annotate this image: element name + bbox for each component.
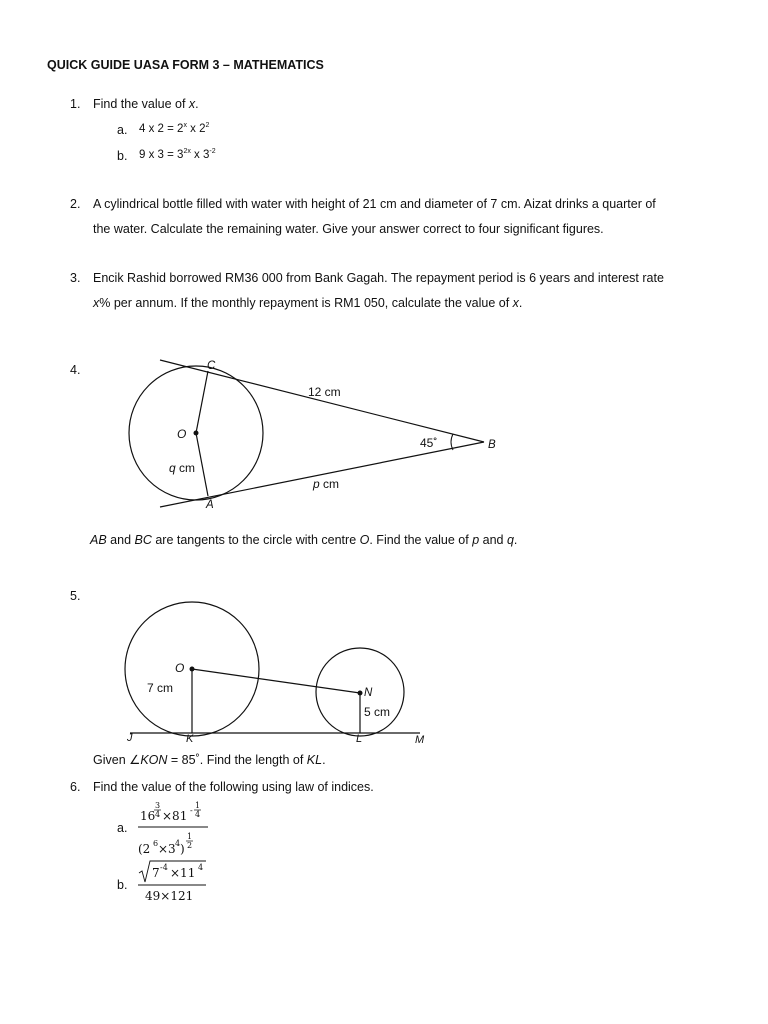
eq-1a-mid: x 2 bbox=[186, 123, 206, 135]
q6a-den-close: ) bbox=[180, 842, 185, 856]
q5-segment-on bbox=[192, 669, 360, 693]
q3-var-x: x bbox=[93, 296, 100, 310]
q6a-den-exp1: 6 bbox=[153, 839, 159, 848]
q4-angle-arc bbox=[451, 434, 453, 450]
q4-length-q bbox=[169, 461, 195, 475]
eq-1b-mid: x 3 bbox=[190, 149, 210, 161]
q5-label-o: O bbox=[175, 661, 185, 675]
q6a-num-exp1-n: 3 bbox=[155, 801, 161, 810]
q4-centre-dot bbox=[194, 431, 199, 436]
question-5-diagram bbox=[0, 595, 560, 755]
q5-cap-end: . bbox=[322, 753, 326, 767]
question-1a-label: a. bbox=[117, 123, 128, 137]
q6a-den-open: (2 bbox=[138, 842, 151, 856]
q5-centre-o-dot bbox=[190, 667, 195, 672]
q5-cap-mid: = 85˚. Find the length of bbox=[167, 753, 307, 767]
question-2-number: 2. bbox=[70, 197, 81, 211]
q6a-num-exp2-minus: - bbox=[190, 806, 193, 815]
q4-tangent-bc bbox=[160, 360, 484, 442]
q5-label-n: N bbox=[364, 687, 373, 699]
q5-cap-kl: KL bbox=[306, 753, 323, 767]
q6b-rad-base-7: 7 bbox=[152, 866, 160, 880]
q6b-rad-times-11: ×11 bbox=[170, 866, 196, 880]
eq-1a-exp2: 2 bbox=[205, 122, 210, 129]
q6a-num-exp2-n: 1 bbox=[195, 801, 201, 810]
q6a-num-base-1: 16 bbox=[140, 809, 156, 823]
question-6a-expression bbox=[130, 796, 230, 860]
q4-cap-q: q bbox=[506, 533, 514, 547]
q4-length-p bbox=[312, 477, 339, 491]
q4-label-b: B bbox=[488, 439, 496, 451]
page-title: QUICK GUIDE UASA FORM 3 – MATHEMATICS bbox=[47, 58, 324, 72]
q4-q-var: q bbox=[169, 461, 176, 475]
q4-radius-oc bbox=[196, 371, 208, 433]
question-1-number: 1. bbox=[70, 97, 81, 111]
q3-line-2-end: . bbox=[518, 296, 523, 310]
q5-centre-n-dot bbox=[358, 691, 363, 696]
question-1-suffix: . bbox=[195, 97, 199, 111]
q6a-num-exp1-d: 4 bbox=[155, 810, 161, 819]
q4-p-unit: cm bbox=[319, 477, 340, 491]
question-6-text: Find the value of the following using law of indices. bbox=[93, 780, 374, 794]
question-6a-label: a. bbox=[117, 821, 128, 835]
eq-1b-exp2: -2 bbox=[209, 148, 216, 155]
q6b-rad-exp1: -4 bbox=[160, 863, 168, 872]
q3-line-2-mid: % per annum. If the monthly repayment is RM1 050, calculate the value of bbox=[99, 296, 513, 310]
question-1-text bbox=[93, 97, 199, 111]
q4-cap-end: . bbox=[513, 533, 518, 547]
question-3-line-1: Encik Rashid borrowed RM36 000 from Bank Gagah. The repayment period is 6 years and interest rate bbox=[93, 271, 664, 285]
q4-cap-and-2: and bbox=[479, 533, 507, 547]
eq-1a-exp1: x bbox=[183, 122, 187, 129]
q6a-den-times-3: ×3 bbox=[158, 842, 176, 856]
q4-label-o: O bbox=[177, 427, 187, 441]
q6a-den-exp3-d: 2 bbox=[187, 841, 193, 850]
question-4-caption bbox=[90, 533, 517, 547]
question-6-number: 6. bbox=[70, 780, 81, 794]
question-1b-label: b. bbox=[117, 149, 128, 163]
q4-radius-oa bbox=[196, 433, 208, 496]
eq-1a-lhs: 4 x 2 = 2 bbox=[139, 123, 184, 135]
question-2-line-2: the water. Calculate the remaining water. Give your answer correct to four significant figures. bbox=[93, 222, 604, 236]
q5-cap-given: Given ∠ bbox=[93, 753, 141, 767]
q4-cap-p: p bbox=[472, 533, 480, 547]
q4-q-unit: cm bbox=[175, 461, 196, 475]
q4-cap-bc: BC bbox=[134, 533, 152, 547]
question-6b-label: b. bbox=[117, 878, 128, 892]
question-4-diagram bbox=[0, 340, 560, 520]
q6b-rad-exp2: 4 bbox=[198, 863, 204, 872]
q4-cap-ab: AB bbox=[90, 533, 107, 547]
question-4-number: 4. bbox=[70, 363, 81, 377]
q4-cap-and: and bbox=[106, 533, 135, 547]
q5-cap-kon: KON bbox=[140, 753, 168, 767]
q4-cap-mid: are tangents to the circle with centre bbox=[151, 533, 360, 547]
q4-cap-find: . Find the value of bbox=[369, 533, 473, 547]
question-2-line-1: A cylindrical bottle filled with water with height of 21 cm and diameter of 7 cm. Aizat drinks a quarter of bbox=[93, 197, 656, 211]
question-5-caption bbox=[93, 752, 326, 767]
q6a-den-exp2: 4 bbox=[175, 839, 181, 848]
question-1a-equation bbox=[139, 123, 209, 135]
q4-label-a: A bbox=[206, 499, 214, 511]
q5-label-j: J bbox=[127, 732, 133, 744]
q5-label-l: L bbox=[356, 733, 363, 745]
q6a-num-times-81: ×81 bbox=[162, 809, 188, 823]
q4-tangent-ab bbox=[160, 442, 484, 507]
q6a-den-exp3-n: 1 bbox=[187, 832, 193, 841]
q3-var-x-2: x bbox=[512, 296, 519, 310]
q6a-num-exp2-d: 4 bbox=[195, 810, 201, 819]
question-1b-equation bbox=[139, 149, 216, 161]
q4-label-c: C bbox=[207, 360, 216, 372]
question-1-variable: x bbox=[188, 97, 196, 111]
q5-label-k: K bbox=[186, 733, 194, 745]
question-3-line-2 bbox=[93, 296, 522, 310]
question-1-prefix: Find the value of bbox=[93, 97, 189, 111]
q5-radius-large-label: 7 cm bbox=[147, 681, 174, 695]
eq-1b-exp1: 2x bbox=[183, 148, 191, 155]
q4-angle-label: 45˚ bbox=[420, 436, 438, 450]
q4-p-var: p bbox=[313, 477, 320, 491]
question-6b-expression bbox=[130, 858, 230, 908]
question-5-number: 5. bbox=[70, 589, 81, 603]
q4-length-bc: 12 cm bbox=[308, 385, 341, 399]
q5-radius-small-label: 5 cm bbox=[364, 705, 391, 719]
q6b-denominator: 49×121 bbox=[145, 889, 194, 903]
eq-1b-lhs: 9 x 3 = 3 bbox=[139, 149, 184, 161]
q5-label-m: M bbox=[415, 734, 425, 746]
question-3-number: 3. bbox=[70, 271, 81, 285]
q4-cap-o: O bbox=[359, 533, 370, 547]
